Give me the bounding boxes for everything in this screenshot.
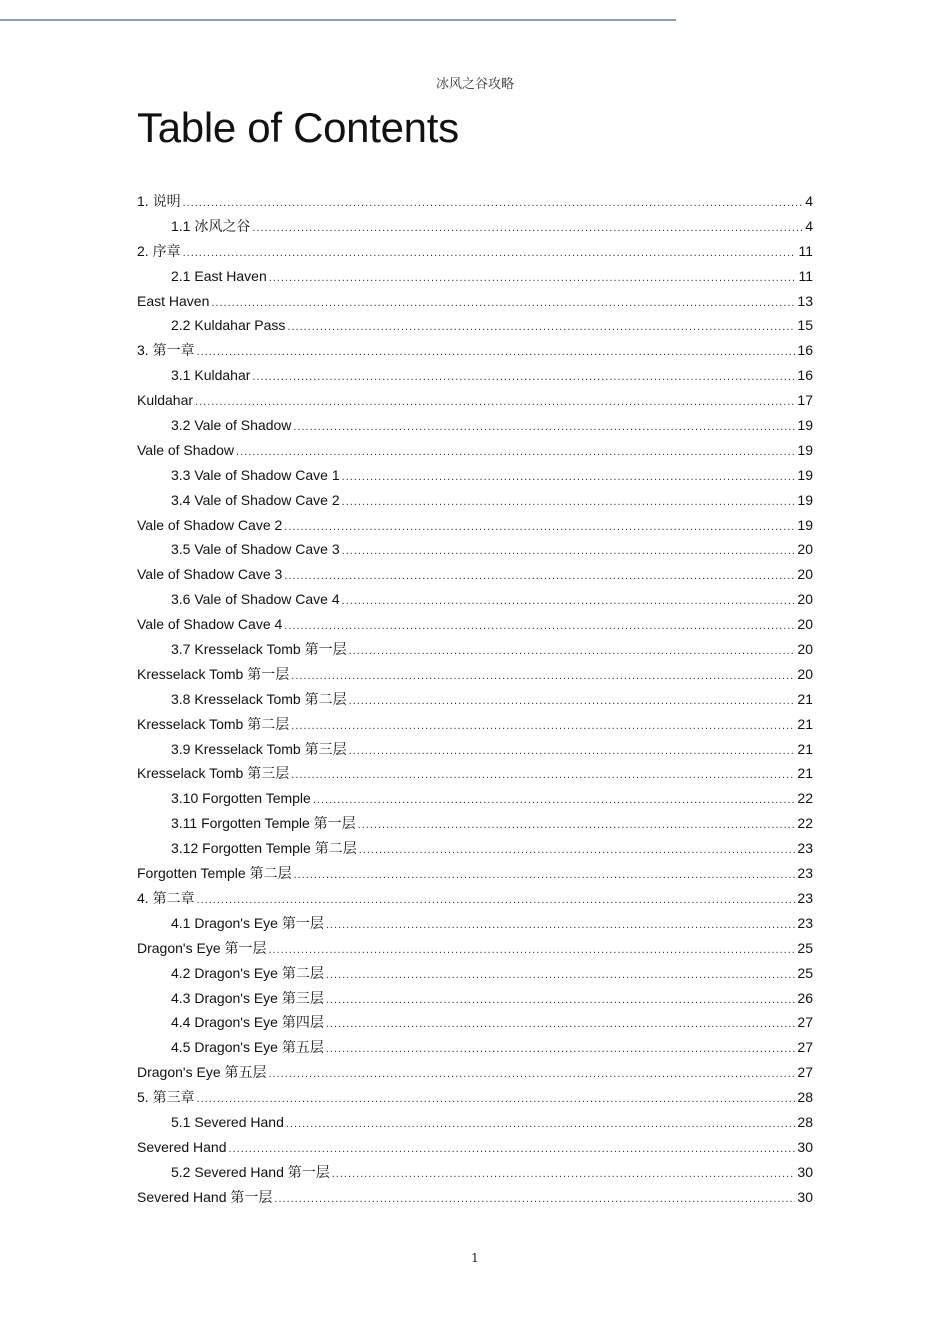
toc-entry-label: 2.1 East Haven <box>171 267 267 284</box>
toc-dot-leader <box>342 465 796 490</box>
toc-entry-label: 2.2 Kuldahar Pass <box>171 317 286 334</box>
toc-entry-label: 4.4 Dragon's Eye 第四层 <box>171 1014 324 1031</box>
toc-entry-page: 19 <box>797 516 813 533</box>
toc-entry-label: 3.5 Vale of Shadow Cave 3 <box>171 541 340 558</box>
toc-dot-leader <box>332 1162 796 1187</box>
toc-entry-page: 16 <box>797 342 813 359</box>
toc-entry[interactable] <box>137 961 813 986</box>
toc-entry-page: 13 <box>797 292 813 309</box>
toc-entry-page: 26 <box>797 989 813 1006</box>
toc-entry-label: Dragon's Eye 第五层 <box>137 1064 267 1081</box>
toc-entry-page: 20 <box>797 591 813 608</box>
toc-dot-leader <box>313 788 796 813</box>
toc-entry-page: 19 <box>797 466 813 483</box>
toc-entry[interactable] <box>137 438 813 463</box>
toc-entry-page: 28 <box>797 1113 813 1130</box>
toc-entry-label: 4.3 Dragon's Eye 第三层 <box>171 989 324 1006</box>
toc-dot-leader <box>326 1012 796 1037</box>
toc-dot-leader <box>197 888 796 913</box>
table-of-contents <box>137 189 813 1210</box>
toc-entry[interactable] <box>137 189 813 214</box>
running-header: 冰风之谷攻略 <box>435 77 514 92</box>
toc-entry[interactable] <box>137 1010 813 1035</box>
toc-entry-page: 11 <box>798 267 813 284</box>
toc-entry[interactable] <box>137 662 813 687</box>
toc-entry-page: 23 <box>797 865 813 882</box>
toc-entry-label: 1.1 冰风之谷 <box>171 217 251 234</box>
toc-dot-leader <box>284 515 795 540</box>
toc-entry-label: 4.5 Dragon's Eye 第五层 <box>171 1039 324 1056</box>
toc-entry-page: 21 <box>797 690 813 707</box>
toc-entry-page: 27 <box>797 1039 813 1056</box>
toc-entry-label: 3.12 Forgotten Temple 第二层 <box>171 840 357 857</box>
toc-entry[interactable] <box>137 687 813 712</box>
toc-entry-label: Dragon's Eye 第一层 <box>137 939 267 956</box>
toc-dot-leader <box>342 490 796 515</box>
toc-dot-leader <box>286 1112 796 1137</box>
toc-entry-page: 23 <box>797 889 813 906</box>
toc-dot-leader <box>326 913 796 938</box>
toc-entry-page: 22 <box>797 790 813 807</box>
toc-entry-label: 3.2 Vale of Shadow <box>171 417 292 434</box>
toc-entry-page: 11 <box>798 242 813 259</box>
toc-dot-leader <box>284 614 795 639</box>
toc-entry[interactable] <box>137 1185 813 1210</box>
toc-dot-leader <box>197 340 796 365</box>
toc-entry-page: 19 <box>797 491 813 508</box>
toc-entry-page: 21 <box>797 740 813 757</box>
toc-dot-leader <box>349 639 796 664</box>
toc-entry[interactable] <box>137 289 813 314</box>
toc-entry-label: Kuldahar <box>137 392 194 409</box>
toc-entry[interactable] <box>137 1160 813 1185</box>
toc-entry[interactable] <box>137 1135 813 1160</box>
toc-entry-page: 20 <box>797 566 813 583</box>
toc-entry[interactable] <box>137 886 813 911</box>
page-title: Table of Contents <box>137 104 459 151</box>
toc-dot-leader <box>287 315 795 340</box>
toc-entry-page: 30 <box>797 1138 813 1155</box>
toc-dot-leader <box>291 714 795 739</box>
toc-entry-page: 30 <box>797 1163 813 1180</box>
toc-entry-label: 4. 第二章 <box>137 889 195 906</box>
toc-dot-leader <box>269 1062 796 1087</box>
toc-dot-leader <box>342 589 796 614</box>
toc-entry[interactable] <box>137 239 813 264</box>
toc-entry[interactable] <box>137 1085 813 1110</box>
toc-entry-label: Vale of Shadow Cave 2 <box>137 516 283 533</box>
toc-entry-label: 5.2 Severed Hand 第一层 <box>171 1163 330 1180</box>
toc-entry-page: 30 <box>797 1188 813 1205</box>
toc-entry[interactable] <box>137 1110 813 1135</box>
toc-entry-label: Kresselack Tomb 第一层 <box>137 665 290 682</box>
toc-entry-label: 3. 第一章 <box>137 342 195 359</box>
toc-entry-page: 27 <box>797 1014 813 1031</box>
page-number: 1 <box>471 1251 479 1265</box>
toc-dot-leader <box>291 664 795 689</box>
toc-entry-label: Kresselack Tomb 第三层 <box>137 765 290 782</box>
toc-entry[interactable] <box>137 388 813 413</box>
toc-entry-label: 5.1 Severed Hand <box>171 1113 284 1130</box>
toc-entry-page: 17 <box>797 392 813 409</box>
toc-entry-label: Kresselack Tomb 第二层 <box>137 715 290 732</box>
toc-dot-leader <box>294 863 796 888</box>
toc-entry-page: 23 <box>797 914 813 931</box>
toc-entry[interactable] <box>137 313 813 338</box>
toc-entry[interactable] <box>137 911 813 936</box>
toc-entry[interactable] <box>137 1035 813 1060</box>
toc-entry[interactable] <box>137 1060 813 1085</box>
toc-entry-page: 4 <box>805 217 813 234</box>
toc-entry-page: 16 <box>797 367 813 384</box>
toc-dot-leader <box>326 1037 796 1062</box>
toc-entry-page: 20 <box>797 616 813 633</box>
toc-dot-leader <box>284 564 795 589</box>
toc-entry-label: 3.9 Kresselack Tomb 第三层 <box>171 740 347 757</box>
toc-entry-label: 3.6 Vale of Shadow Cave 4 <box>171 591 340 608</box>
toc-dot-leader <box>274 1187 795 1212</box>
toc-dot-leader <box>349 689 796 714</box>
toc-entry-label: 5. 第三章 <box>137 1089 195 1106</box>
toc-entry[interactable] <box>137 712 813 737</box>
toc-dot-leader <box>252 365 795 390</box>
toc-entry-label: 4.1 Dragon's Eye 第一层 <box>171 914 324 931</box>
toc-entry[interactable] <box>137 214 813 239</box>
toc-entry-page: 4 <box>805 193 813 209</box>
toc-entry-label: Vale of Shadow Cave 4 <box>137 616 283 633</box>
toc-entry-page: 22 <box>797 815 813 832</box>
toc-entry-page: 19 <box>797 417 813 434</box>
toc-dot-leader <box>211 291 795 316</box>
toc-entry[interactable] <box>137 338 813 363</box>
toc-dot-leader <box>359 838 796 863</box>
toc-entry-label: Severed Hand 第一层 <box>137 1188 273 1205</box>
toc-entry-page: 20 <box>797 641 813 658</box>
toc-entry-label: Vale of Shadow Cave 3 <box>137 566 283 583</box>
toc-dot-leader <box>252 216 803 241</box>
toc-entry-label: 3.4 Vale of Shadow Cave 2 <box>171 491 340 508</box>
toc-dot-leader <box>183 241 797 266</box>
toc-entry[interactable] <box>137 363 813 388</box>
toc-entry-page: 20 <box>797 541 813 558</box>
toc-entry-page: 19 <box>797 441 813 458</box>
toc-entry-label: Forgotten Temple 第二层 <box>137 865 292 882</box>
toc-entry-page: 25 <box>797 939 813 956</box>
toc-entry-label: 3.11 Forgotten Temple 第一层 <box>171 815 356 832</box>
toc-entry-page: 23 <box>797 840 813 857</box>
toc-dot-leader <box>195 390 795 415</box>
toc-entry[interactable] <box>137 637 813 662</box>
toc-entry[interactable] <box>137 936 813 961</box>
toc-entry[interactable] <box>137 861 813 886</box>
toc-entry[interactable] <box>137 811 813 836</box>
toc-dot-leader <box>291 763 795 788</box>
toc-entry[interactable] <box>137 513 813 538</box>
toc-dot-leader <box>229 1137 796 1162</box>
toc-entry-label: 4.2 Dragon's Eye 第二层 <box>171 964 324 981</box>
toc-entry[interactable] <box>137 488 813 513</box>
toc-entry[interactable] <box>137 786 813 811</box>
toc-dot-leader <box>358 813 796 838</box>
toc-entry[interactable] <box>137 413 813 438</box>
toc-entry-page: 15 <box>797 317 813 334</box>
toc-dot-leader <box>326 963 796 988</box>
toc-entry-label: 3.3 Vale of Shadow Cave 1 <box>171 466 340 483</box>
toc-entry-page: 20 <box>797 665 813 682</box>
toc-entry-page: 27 <box>797 1064 813 1081</box>
toc-entry[interactable] <box>137 264 813 289</box>
toc-entry[interactable] <box>137 463 813 488</box>
toc-entry-label: 2. 序章 <box>137 242 181 259</box>
toc-entry-label: 3.10 Forgotten Temple <box>171 790 311 807</box>
toc-entry[interactable] <box>137 612 813 637</box>
toc-entry-label: 3.7 Kresselack Tomb 第一层 <box>171 641 347 658</box>
toc-dot-leader <box>293 415 795 440</box>
toc-dot-leader <box>236 440 795 465</box>
toc-entry[interactable] <box>137 537 813 562</box>
toc-entry-label: Vale of Shadow <box>137 441 235 458</box>
toc-entry[interactable] <box>137 986 813 1011</box>
toc-dot-leader <box>326 988 796 1013</box>
toc-entry[interactable] <box>137 587 813 612</box>
toc-entry[interactable] <box>137 562 813 587</box>
toc-dot-leader <box>342 539 796 564</box>
toc-entry-label: 1. 说明 <box>137 193 181 209</box>
toc-dot-leader <box>183 191 804 216</box>
toc-entry-label: 3.1 Kuldahar <box>171 367 251 384</box>
toc-dot-leader <box>349 739 796 764</box>
top-rule <box>0 19 676 21</box>
toc-entry-label: Severed Hand <box>137 1138 227 1155</box>
toc-entry-page: 21 <box>797 765 813 782</box>
toc-entry-page: 28 <box>797 1089 813 1106</box>
toc-entry-page: 25 <box>797 964 813 981</box>
toc-dot-leader <box>269 266 797 291</box>
toc-dot-leader <box>197 1087 796 1112</box>
toc-entry-page: 21 <box>797 715 813 732</box>
toc-entry-label: 3.8 Kresselack Tomb 第二层 <box>171 690 347 707</box>
toc-entry-label: East Haven <box>137 292 210 309</box>
toc-entry[interactable] <box>137 761 813 786</box>
toc-entry[interactable] <box>137 836 813 861</box>
toc-entry[interactable] <box>137 737 813 762</box>
toc-dot-leader <box>269 938 796 963</box>
